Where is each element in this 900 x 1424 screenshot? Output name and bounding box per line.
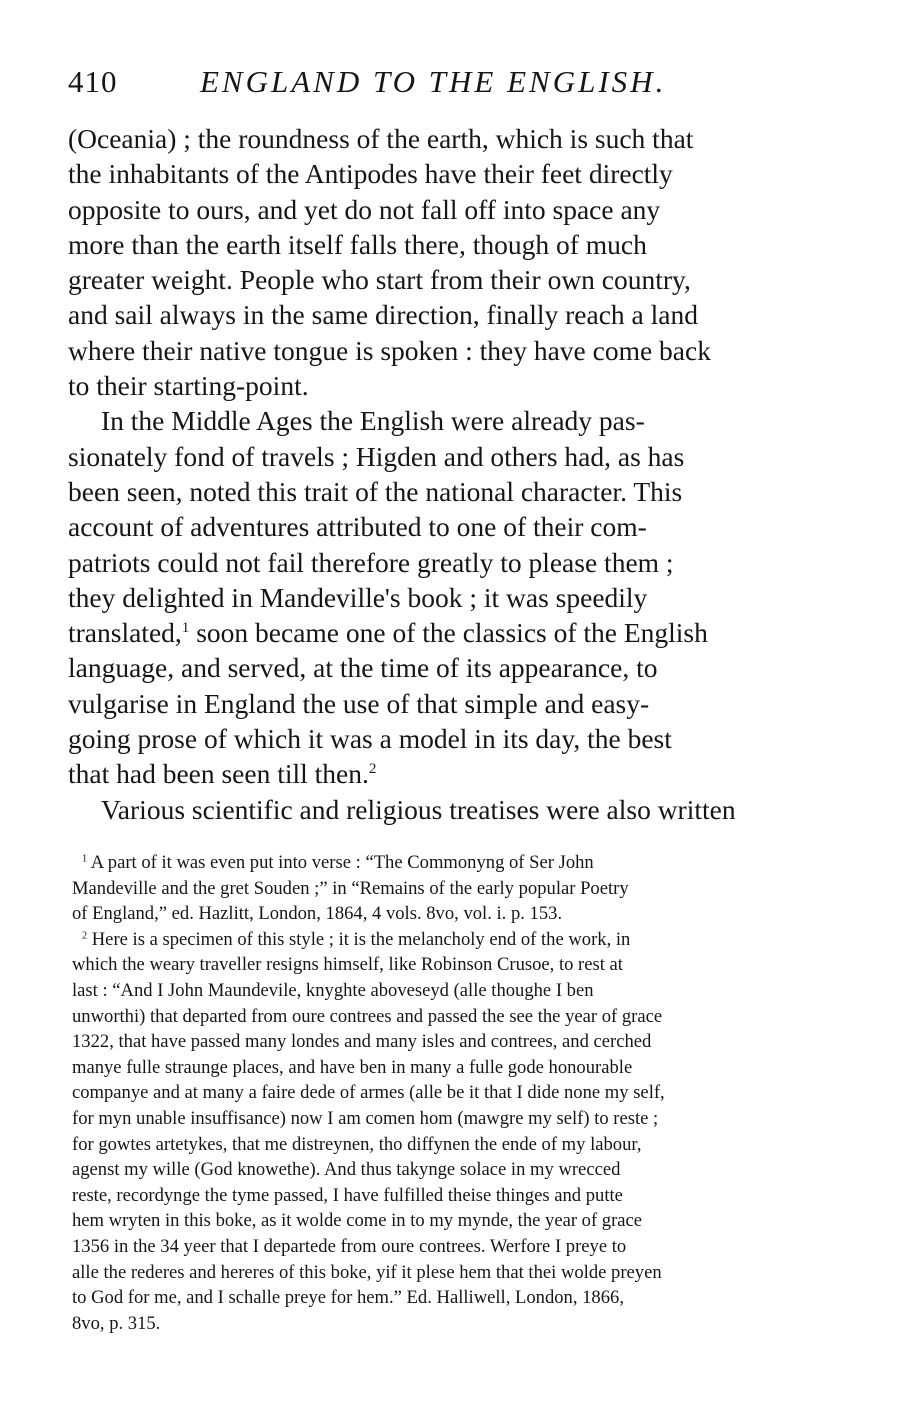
paragraph-1 bbox=[68, 121, 818, 403]
page-number: 410 bbox=[68, 64, 118, 99]
footnote-ref-1[interactable]: 1 bbox=[181, 620, 190, 637]
footnote-1-text: A part of it was even put into verse : “The Commonyng of Ser John Mandeville and the gret Souden ;” in “Remains of the early popular Poetry of England,” ed. Hazlitt, London, 1864, 4 vols. 8vo, vol. i. p. 153. bbox=[72, 852, 629, 925]
footnote-1-marker: 1 bbox=[82, 853, 88, 865]
paragraph-2-text-b: soon became one of the classics of the English language, and served, at the time of its appearance, to vulgarise in England the use of that simple and easy- going prose of which it was a model in its day, the best that had been seen till then. bbox=[68, 617, 708, 790]
footnote-2-text: Here is a specimen of this style ; it is the melancholy end of the work, in which the weary traveller resigns himself, like Robinson Crusoe, to rest at last : “And I John Maundevile, knyghte aboveseyd (alle thoughe I ben unworthi) that departed from oure contrees and passed the see the year of grace 1322, that have passed many londes and many isles and contrees, and cerched manye fulle straunge places, and have ben in many a fulle gode honourable companye and at many a faire dede of armes (alle be it that I dide none my self, for myn unable insuffisance) now I am comen hom (mawgre my self) to reste ; for gowtes artetykes, that me distreynen, tho diffynen the ende of my labour, agenst my wille (God knowethe). And thus takynge solace in my wrecced reste, recordynge the tyme passed, I have fulfilled theise thinges and putte hem wryten in this boke, as it wolde come in to my mynde, the year of grace 1356 in the 34 yeer that I departede from oure contrees. Werfore I preye to alle the rederes and hereres of this boke, yif it plese hem that thei wolde preyen to God for me, and I schalle preye for hem.” Ed. Halliwell, London, 1866, 8vo, p. 315. bbox=[72, 928, 665, 1334]
footnotes bbox=[72, 850, 818, 1336]
paragraph-2-text-a: In the Middle Ages the English were already pas- sionately fond of travels ; Higden and others had, as has been seen, noted this trait of the national character. This account of adventures attributed to one of their com- patriots could not fail therefore greatly to please them ; they delighted in Mandeville's book ; it was speedily translated, bbox=[68, 405, 685, 649]
running-title: ENGLAND TO THE ENGLISH. bbox=[200, 64, 667, 99]
paragraph-1-text: (Oceania) ; the roundness of the earth, which is such that the inhabitants of the Antipodes have their feet directly opposite to ours, and yet do not fall off into space any more than the earth itself falls there, though of much greater weight. People who start from their own country, and sail always in the same direction, finally reach a land where their native tongue is spoken : they have come back to their starting-point. bbox=[68, 123, 711, 402]
page-header bbox=[68, 62, 828, 102]
footnote-2-marker: 2 bbox=[82, 930, 88, 942]
footnote-1 bbox=[72, 850, 818, 927]
paragraph-2 bbox=[68, 403, 818, 791]
paragraph-3-text: Various scientific and religious treatises were also written bbox=[101, 793, 736, 825]
paragraph-3 bbox=[68, 792, 818, 827]
footnote-ref-2[interactable]: 2 bbox=[368, 761, 377, 778]
main-text bbox=[68, 121, 818, 827]
footnote-2 bbox=[72, 927, 818, 1337]
